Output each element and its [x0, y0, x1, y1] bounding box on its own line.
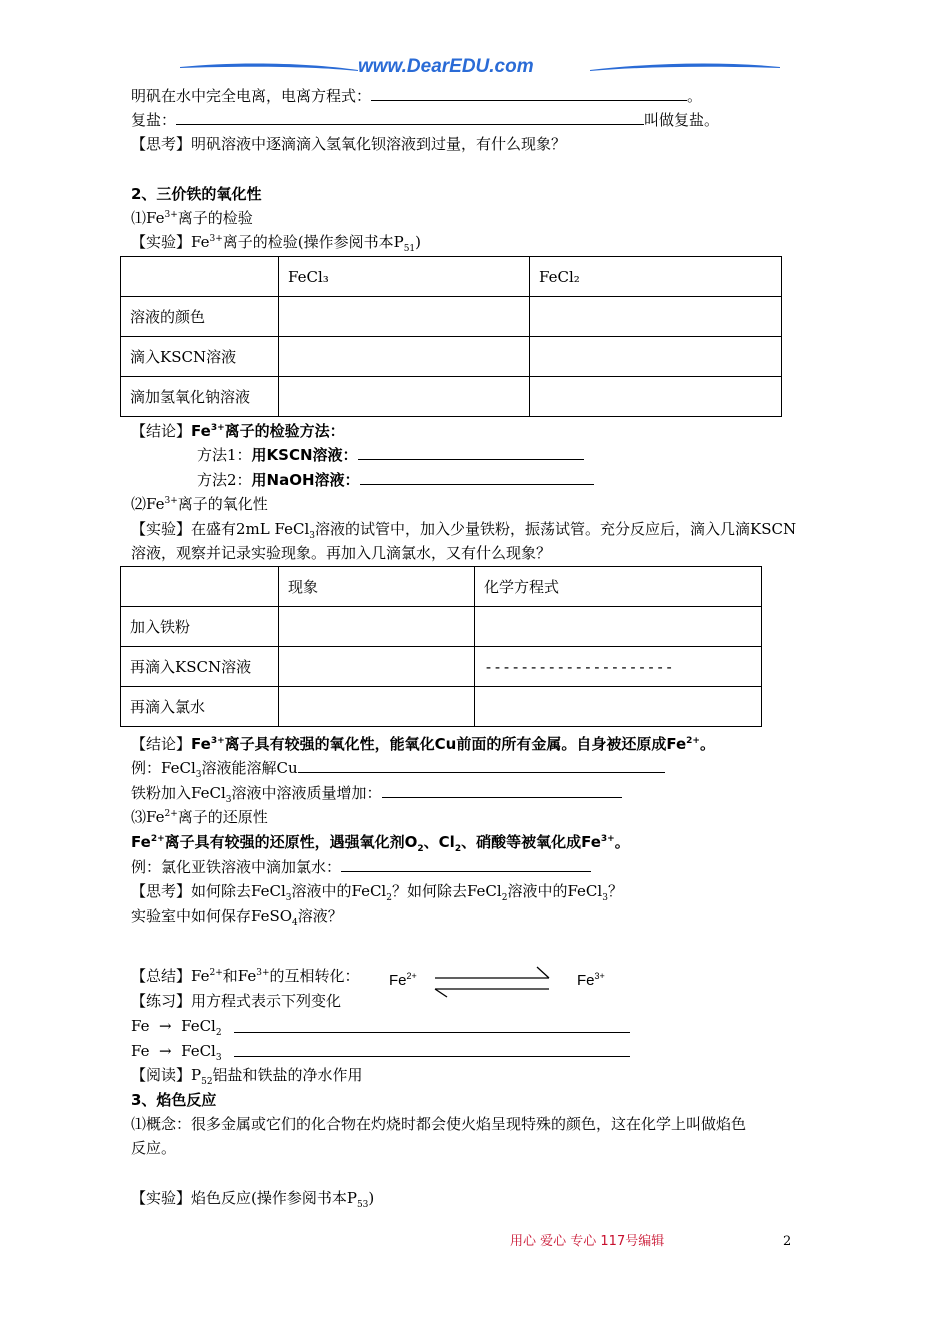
experiment3-line: [131, 1188, 374, 1208]
table-cell: [279, 377, 530, 417]
table-cell: [279, 607, 475, 647]
fuyan-text: 复盐：: [131, 111, 177, 129]
table-cell: [530, 337, 782, 377]
subheading-fe2-reducing: [131, 807, 268, 827]
table-row: [121, 297, 782, 337]
header-site-name: www.DearEDU.com: [358, 56, 534, 77]
table-cell: [530, 297, 782, 337]
text: Fe: [577, 972, 595, 989]
method1-line: [197, 445, 584, 465]
fe3-oxidation-table: [120, 566, 762, 727]
answer-blank: [382, 783, 622, 798]
reading-line: [131, 1065, 363, 1085]
text: ？: [607, 882, 623, 900]
row-label: 滴入KSCN溶液: [121, 337, 279, 377]
think1-line: 【思考】明矾溶液中逐滴滴入氢氧化钡溶液到过量，有什么现象？: [131, 135, 567, 153]
text: ): [368, 1189, 375, 1207]
text: ？如何除去FeCl: [391, 882, 502, 900]
table-cell: [279, 257, 530, 297]
row-label: 加入铁粉: [121, 607, 279, 647]
text: 和Fe: [222, 967, 257, 985]
sup: 2+: [406, 971, 417, 981]
text: 铁粉加入FeCl: [131, 784, 226, 802]
text: Fe: [191, 422, 211, 440]
table-row: [121, 377, 782, 417]
text: Fe: [191, 735, 211, 753]
example2-line: [131, 783, 622, 803]
row-label: 滴加氢氧化钠溶液: [121, 377, 279, 417]
text: 离子的氧化性: [177, 495, 268, 513]
conversion-left-label: [389, 971, 417, 991]
table-cell: [530, 377, 782, 417]
text: ⑵Fe: [131, 495, 165, 513]
sub: 3: [285, 893, 292, 903]
table-row: [121, 607, 762, 647]
text: 离子具有较强的氧化性，能氧化Cu前面的所有金属。自身被还原成Fe: [224, 735, 687, 753]
conversion-right-label: [577, 971, 605, 991]
text: 溶液的试管中，加入少量铁粉，振荡试管。充分反应后，滴入几滴KSCN: [314, 520, 797, 538]
table-cell: [279, 687, 475, 727]
table-cell: [279, 647, 475, 687]
section-3-heading: 3、焰色反应: [131, 1091, 217, 1109]
text: 的互相转化：: [269, 967, 360, 985]
sub: 3: [215, 1053, 222, 1063]
experiment2-line1: [131, 519, 796, 539]
sub: 2: [417, 844, 424, 854]
sub: 3: [195, 770, 202, 780]
mingfan-text: 明矾在水中完全电离，电离方程式：: [131, 87, 372, 105]
answer-blank: [234, 1040, 630, 1057]
equilibrium-arrows-icon: [433, 964, 553, 998]
sub: 3: [309, 531, 315, 541]
sup: 2+: [209, 968, 223, 978]
reducing-statement: [131, 832, 630, 852]
summary-line: [131, 966, 360, 986]
text: 溶液中溶液质量增加：: [231, 784, 382, 802]
subheading-fe3-oxidizing: [131, 494, 268, 514]
page-number: 2: [783, 1234, 792, 1249]
concept-line1: ⑴概念：很多金属或它们的化合物在灼烧时都会使火焰呈现特殊的颜色，这在化学上叫做焰色: [131, 1115, 747, 1133]
table-cell: [279, 297, 530, 337]
sup: 3+: [164, 496, 178, 506]
sub: 2: [454, 844, 462, 854]
table-row: [121, 687, 762, 727]
fe3-detection-table: [120, 256, 782, 417]
row-label: 再滴入氯水: [121, 687, 279, 727]
practice1-line: [131, 1016, 222, 1036]
text: Fe → FeCl: [131, 1017, 216, 1035]
mingfan-line: [131, 86, 702, 106]
sub: 51: [403, 244, 416, 254]
mingfan-end: 。: [687, 87, 703, 105]
table-cell-dashes: ---------------------: [475, 647, 762, 687]
fuyan-end: 叫做复盐。: [644, 111, 720, 129]
row-label: 再滴入KSCN溶液: [121, 647, 279, 687]
text: 【总结】Fe: [131, 967, 210, 985]
sub: 2: [386, 893, 392, 903]
text: ): [415, 233, 422, 251]
text: 。: [699, 735, 715, 753]
sup: 2+: [150, 834, 165, 844]
table-header-row: [121, 257, 782, 297]
text: 。: [614, 833, 630, 851]
table-header-row: [121, 567, 762, 607]
sup: 3+: [210, 423, 225, 433]
row-label: 溶液的颜色: [121, 297, 279, 337]
sup: 3+: [256, 968, 270, 978]
text: 【结论】: [131, 422, 192, 440]
example1-line: [131, 758, 665, 778]
text: 实验室中如何保存FeSO: [131, 907, 293, 925]
text: 例：氯化亚铁溶液中滴加氯水：: [131, 858, 342, 876]
sub: 53: [356, 1200, 369, 1210]
text: 铝盐和铁盐的净水作用: [212, 1066, 363, 1084]
text: 溶液？: [297, 907, 343, 925]
sup: 3+: [209, 234, 223, 244]
storage-question: [131, 906, 343, 926]
concept-line2: 反应。: [131, 1139, 177, 1157]
text: 【实验】焰色反应(操作参阅书本P: [131, 1189, 357, 1207]
fuyan-line: [131, 110, 719, 130]
header-fecl2: FeCl₂: [539, 267, 580, 286]
answer-blank: [298, 758, 665, 773]
sub: 52: [201, 1077, 213, 1087]
sub: 3: [602, 893, 608, 903]
text: ⑴Fe: [131, 209, 165, 227]
text: 方法1：: [197, 446, 252, 464]
text: 溶液中的FeCl: [507, 882, 603, 900]
text: 溶液中的FeCl: [291, 882, 387, 900]
sup: 2+: [686, 736, 700, 746]
text: 用KSCN溶液：: [251, 446, 358, 464]
text: 用NaOH溶液：: [251, 471, 360, 489]
text: 【实验】Fe: [131, 233, 210, 251]
sup: 3+: [164, 210, 178, 220]
text: 离子的检验方法：: [224, 422, 345, 440]
answer-blank: [176, 110, 644, 125]
sup: 3+: [210, 736, 225, 746]
table-cell: [475, 607, 762, 647]
text: 例：FeCl: [131, 759, 196, 777]
sub: 4: [292, 918, 298, 928]
sub: 3: [225, 795, 232, 805]
example3-line: [131, 857, 591, 877]
sup: 3+: [600, 834, 615, 844]
table-cell: [475, 687, 762, 727]
text: Fe: [389, 972, 407, 989]
text: 【结论】: [131, 735, 192, 753]
think2-line: [131, 881, 623, 901]
text: 、硝酸等被氧化成Fe: [461, 833, 601, 851]
text: 【思考】如何除去FeCl: [131, 882, 286, 900]
table-cell: [121, 257, 279, 297]
text: 【实验】在盛有2mL FeCl: [131, 520, 310, 538]
answer-blank: [234, 1016, 630, 1033]
header-fecl3: FeCl₃: [288, 267, 329, 286]
footer-slogan: 用心 爱心 专心 117号编辑: [510, 1234, 665, 1249]
answer-blank: [371, 86, 687, 101]
section-2-heading: 2、三价铁的氧化性: [131, 185, 262, 203]
answer-blank: [341, 857, 591, 872]
text: 方法2：: [197, 471, 252, 489]
text: Fe → FeCl: [131, 1042, 216, 1060]
table-row: [121, 647, 762, 687]
sub: 2: [501, 893, 508, 903]
text: 离子的检验: [177, 209, 253, 227]
answer-blank: [358, 445, 584, 460]
text: Fe: [131, 833, 151, 851]
answer-blank: [360, 470, 594, 485]
text: 溶液能溶解Cu: [201, 759, 298, 777]
method2-line: [197, 470, 594, 490]
text: 、Cl: [423, 833, 455, 851]
experiment2-line2: 溶液，观察并记录实验现象。再加入几滴氯水，又有什么现象？: [131, 544, 552, 562]
experiment1-line: [131, 232, 421, 252]
header-equation: 化学方程式: [475, 567, 762, 607]
table-cell: [279, 337, 530, 377]
sup: 2+: [164, 809, 178, 819]
text: 【阅读】P: [131, 1066, 202, 1084]
table-cell: [530, 257, 782, 297]
practice-line: 【练习】用方程式表示下列变化: [131, 992, 342, 1010]
text: ⑶Fe: [131, 808, 165, 826]
practice2-line: [131, 1041, 222, 1061]
sub: 2: [215, 1028, 222, 1038]
subheading-fe3-detection: [131, 208, 253, 228]
conclusion2-line: [131, 734, 715, 754]
header-phenomenon: 现象: [279, 567, 475, 607]
table-row: [121, 337, 782, 377]
text: 离子的检验(操作参阅书本P: [222, 233, 404, 251]
text: 离子具有较强的还原性，遇强氧化剂O: [164, 833, 418, 851]
conclusion1-line: [131, 421, 345, 441]
text: 离子的还原性: [177, 808, 268, 826]
sup: 3+: [594, 971, 605, 981]
table-cell: [121, 567, 279, 607]
